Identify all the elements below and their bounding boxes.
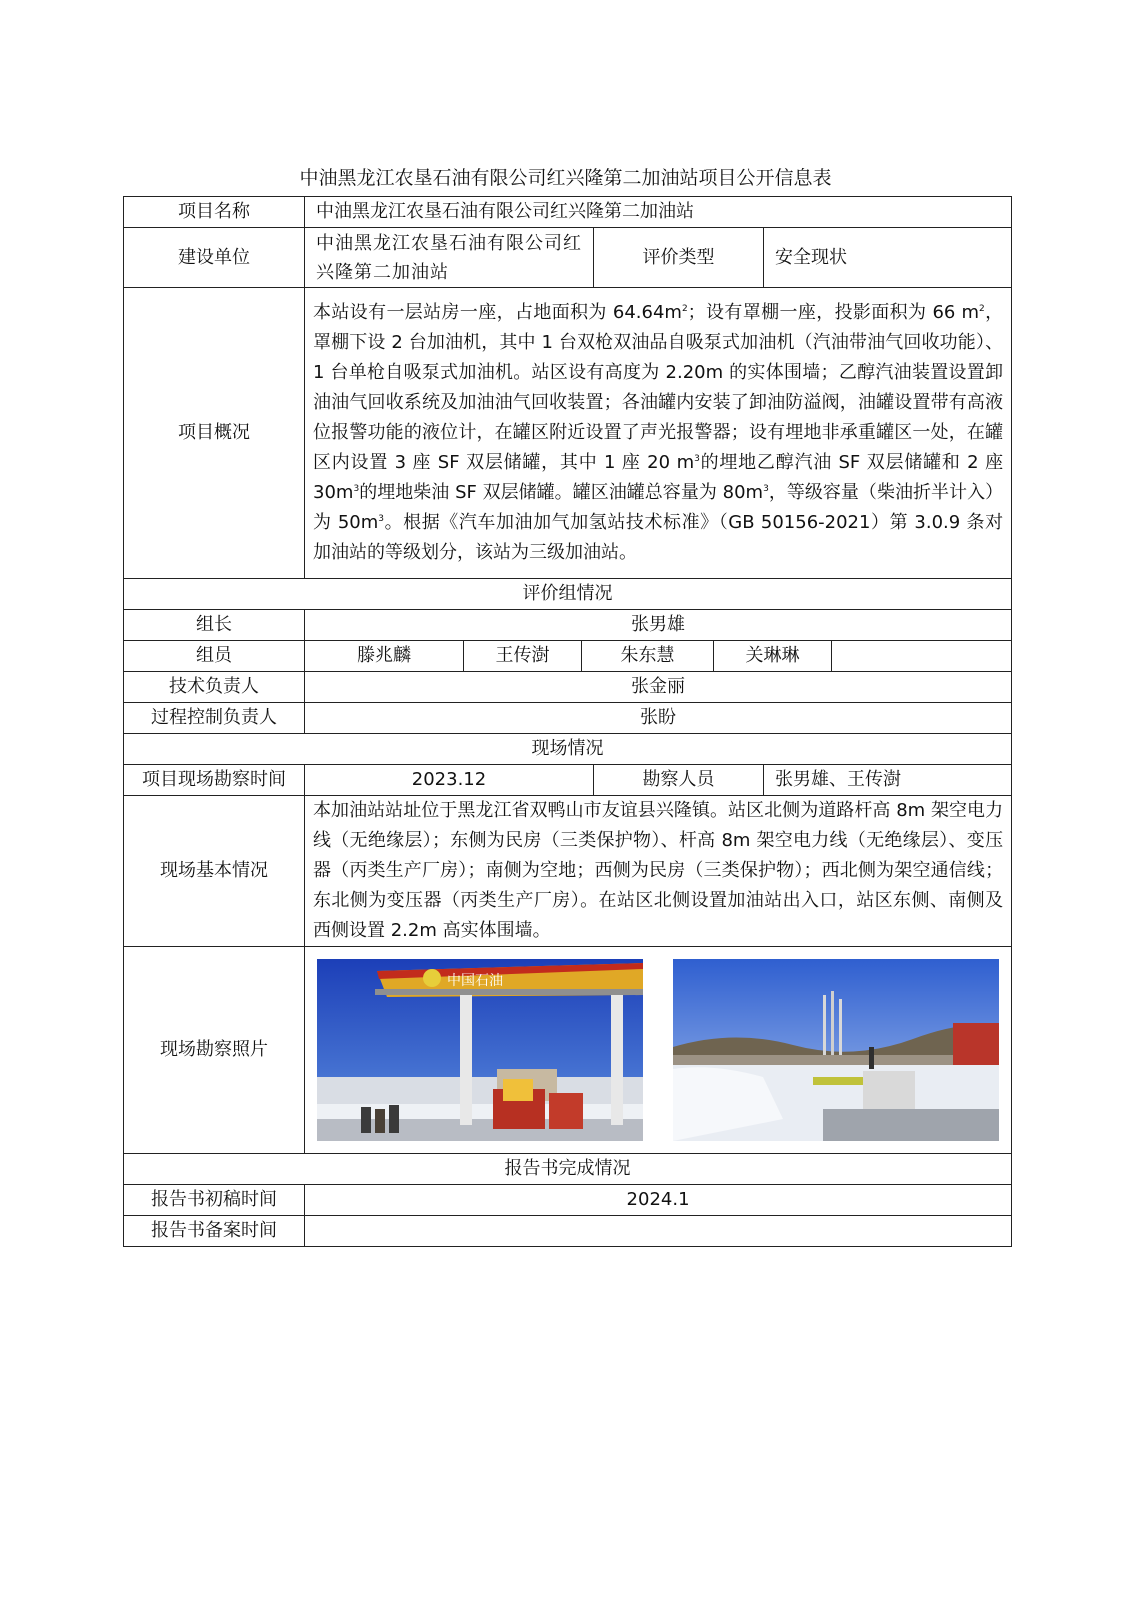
leader-value: 张男雄 (305, 610, 1012, 641)
document-title: 中油黑龙江农垦石油有限公司红兴隆第二加油站项目公开信息表 (299, 167, 832, 189)
draft-time-label: 报告书初稿时间 (124, 1185, 305, 1216)
members-label: 组员 (124, 641, 305, 672)
superscript: 2 (681, 304, 688, 314)
superscript: 3 (378, 514, 385, 524)
record-time-value (305, 1216, 1012, 1247)
tech-lead-value: 张金丽 (305, 672, 1012, 703)
site-photo-label: 现场勘察照片 (124, 947, 305, 1154)
canopy-sign-text: 中国石油 (447, 973, 503, 989)
member-2: 王传澍 (464, 641, 582, 672)
superscript: 3 (763, 484, 769, 494)
tech-lead-label: 技术负责人 (124, 672, 305, 703)
superscript: 2 (978, 304, 985, 314)
surveyor-label: 勘察人员 (594, 765, 764, 796)
member-3: 朱东慧 (582, 641, 714, 672)
project-name-value: 中油黑龙江农垦石油有限公司红兴隆第二加油站 (305, 197, 1012, 228)
process-lead-label: 过程控制负责人 (124, 703, 305, 734)
surveyor-value: 张男雄、王传澍 (764, 765, 1012, 796)
leader-label: 组长 (124, 610, 305, 641)
report-section-header: 报告书完成情况 (124, 1154, 1012, 1185)
member-1: 滕兆麟 (305, 641, 464, 672)
survey-time-label: 项目现场勘察时间 (124, 765, 305, 796)
overview-text: 本站设有一层站房一座，占地面积为 $64.64m^2$；设有罩棚一座，投影面积为 66 $m^2$，罩棚下设 2 台加油机，其中 1 台双枪双油品自吸泵式加油机（汽油带油气回收功能）、1 台单枪自吸泵式加油机。站区设有高度为 2.20m 的实体围墙；乙醇汽油装置设置卸油油气回收系统及加油油气回收装置；各油罐内安装了卸油防溢阀，油罐设置带有高液位报警功能的液位计，在罐区附近设置了声光报警器；设有埋地非承重罐区一处，在罐区内设置 3 座 SF 双层储罐，其中 1 座 20 $m^3$的埋地乙醇汽油 SF 双层储罐和 2 座 $30m^3$的埋地柴油 SF 双层储罐。罐区油罐总容量为 $80m^3$，等级容量（柴油折半计入）为 $50m^3$。根据《汽车加油加气加氢站技术标准》（GB 50156-2021）第 3.0.9 条对加油站的等级划分，该站为三级加油站。 (305, 288, 1012, 579)
member-4: 关琳琳 (714, 641, 832, 672)
draft-time-value: 2024.1 (305, 1185, 1012, 1216)
site-basic-text: 本加油站站址位于黑龙江省双鸭山市友谊县兴隆镇。站区北侧为道路杆高 8m 架空电力线（无绝缘层）；东侧为民房（三类保护物）、杆高 8m 架空电力线（无绝缘层）、变压器（丙类生产厂房）；南侧为空地；西侧为民房（三类保护物）；西北侧为架空通信线；东北侧为变压器（丙类生产厂房）。在站区北侧设置加油站出入口，站区东侧、南侧及西侧设置 2.2m 高实体围墙。 (305, 796, 1012, 947)
overview-label: 项目概况 (124, 288, 305, 579)
survey-time-value: 2023.12 (305, 765, 594, 796)
photo-row (305, 947, 1011, 1153)
record-time-label: 报告书备案时间 (124, 1216, 305, 1247)
member-empty (832, 641, 1012, 672)
info-table (123, 196, 1012, 1247)
builder-label: 建设单位 (124, 228, 305, 288)
superscript: 3 (353, 484, 360, 494)
team-section-header: 评价组情况 (124, 579, 1012, 610)
site-basic-label: 现场基本情况 (124, 796, 305, 947)
builder-value: 中油黑龙江农垦石油有限公司红兴隆第二加油站 (305, 228, 594, 288)
photo-gas-station-canopy (317, 959, 643, 1141)
site-section-header: 现场情况 (124, 734, 1012, 765)
superscript: 3 (694, 454, 700, 464)
project-name-label: 项目名称 (124, 197, 305, 228)
process-lead-value: 张盼 (305, 703, 1012, 734)
photo-tank-area (673, 959, 999, 1141)
eval-type-value: 安全现状 (764, 228, 1012, 288)
eval-type-label: 评价类型 (594, 228, 764, 288)
